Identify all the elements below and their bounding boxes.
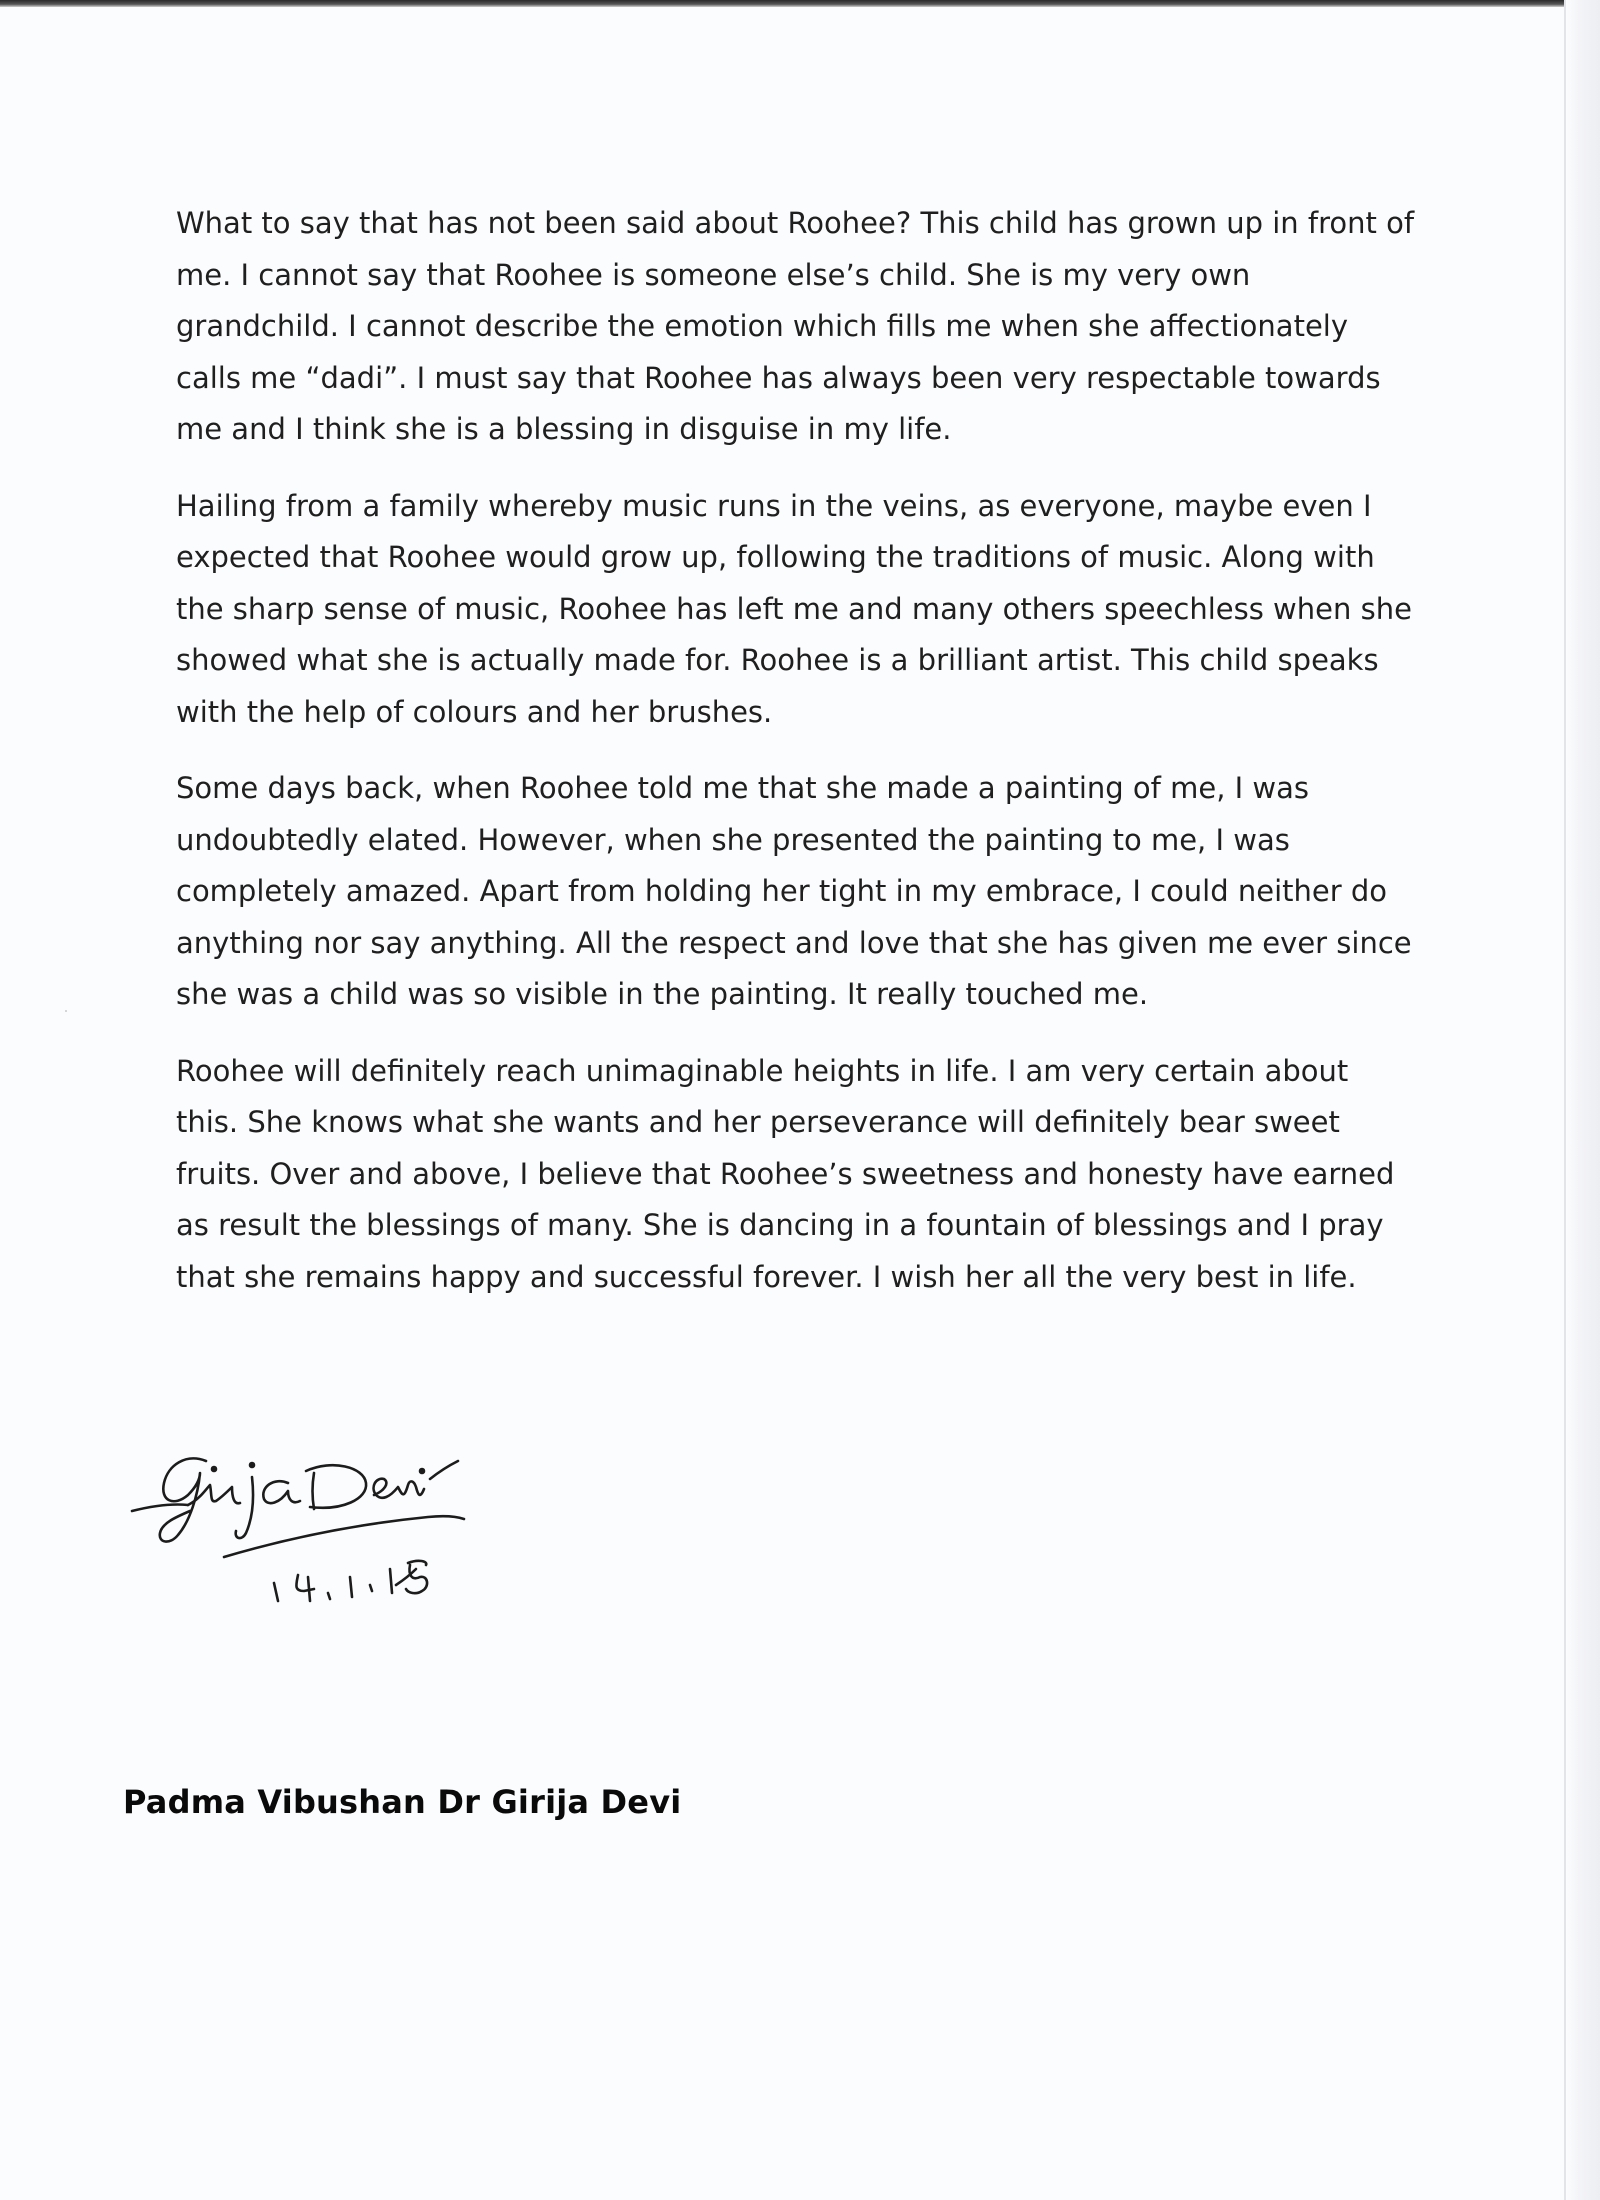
letter-body	[176, 198, 1416, 1328]
paragraph-4: Roohee will definitely reach unimaginable heights in life. I am very certain about this. She knows what she wants and her perseverance will definitely bear sweet fruits. Over and above, I believe that Roohee’s sweetness and honesty have earned as result the blessings of many. She is dancing in a fountain of blessings and I pray that she remains happy and successful forever. I wish her all the very best in life.	[176, 1053, 1395, 1294]
paragraph-1: What to say that has not been said about Roohee? This child has grown up in front of me. I cannot say that Roohee is someone else’s child. She is my very own grandchild. I cannot describe the emotion which fills me when she affectionately calls me “dadi”. I must say that Roohee has always been very respectable towards me and I think she is a blessing in disguise in my life.	[176, 206, 1415, 446]
scan-speck	[65, 1010, 67, 1012]
signatory-name: Padma Vibushan Dr Girija Devi	[123, 1783, 682, 1821]
handwritten-signature	[128, 1425, 558, 1625]
paragraph-2: Hailing from a family whereby music runs in the veins, as everyone, maybe even I expected that Roohee would grow up, following the traditions of music. Along with the sharp sense of music, Roohee has left me and many others speechless when she showed what she is actually made for. Roohee is a brilliant artist. This child speaks with the help of colours and her brushes.	[176, 488, 1412, 729]
scan-right-edge	[1564, 0, 1600, 2200]
paragraph-3: Some days back, when Roohee told me that she made a painting of me, I was undoubtedly elated. However, when she presented the painting to me, I was completely amazed. Apart from holding her tight in my embrace, I could neither do anything nor say anything. All the respect and love that she has given me ever since she was a child was so visible in the painting. It really touched me.	[176, 771, 1412, 1011]
scan-top-edge	[0, 0, 1600, 7]
